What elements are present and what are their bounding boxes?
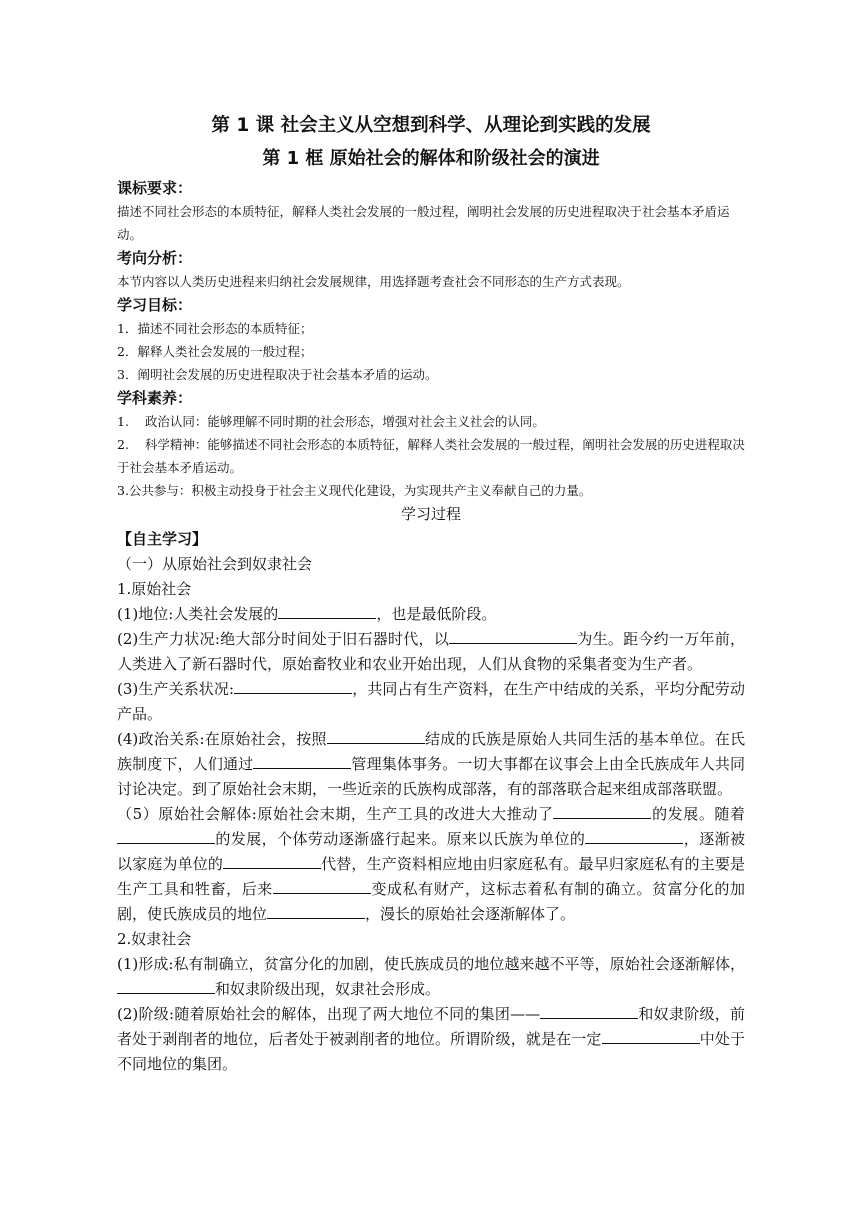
fill-blank[interactable] [267,902,365,919]
fill-blank[interactable] [602,1027,700,1044]
curriculum-text: 描述不同社会形态的本质特征，解释人类社会发展的一般过程，阐明社会发展的历史进程取决于社会基本矛盾运动。 [117,204,730,242]
fill-blank[interactable] [117,827,215,844]
text-fragment: 代替，生产资料相应地由归家庭私有。最早归家庭私有的主要是生产工具和牲畜，后来 [117,855,745,898]
primitive-politics [117,727,745,802]
text-fragment: 和奴隶阶级，前者处于剥削者的地位，后者处于被剥削者的地位。所谓阶级，就是在一定 [117,1005,745,1048]
literacy-item: 2. 科学精神：能够描述不同社会形态的本质特征，解释人类社会发展的一般过程，阐明社会发展的历史进程取决于社会基本矛盾运动。 [117,437,745,475]
text-fragment: 变成私有财产，这标志着私有制的确立。贫富分化的加剧，使氏族成员的地位 [117,880,745,923]
objective-item: 3．阐明社会发展的历史进程取决于社会基本矛盾的运动。 [117,367,438,382]
literacy-item: 3.公共参与：积极主动投身于社会主义现代化建设，为实现共产主义奉献自己的力量。 [117,483,592,498]
primitive-dissolution [117,802,745,927]
text-fragment: 管理集体事务。一切大事都在议事会上由全氏族成年人共同讨论决定。到了原始社会末期，一些近亲的氏族构成部落，有的部落联合起来组成部落联盟。 [117,755,745,798]
fill-blank[interactable] [553,802,651,819]
fill-blank[interactable] [540,1002,638,1019]
text-fragment: (2)生产力状况:绝大部分时间处于旧石器时代，以 [117,630,450,648]
text-fragment: (4)政治关系:在原始社会，按照 [117,730,327,748]
text-fragment: ，逐渐被以家庭为单位的 [117,830,745,873]
text-fragment: ，也是最低阶段。 [376,605,497,623]
text-fragment: (1)形成:私有制确立，贫富分化的加剧，使氏族成员的地位越来越不平等，原始社会逐渐解体， [117,955,745,973]
fill-blank[interactable] [278,602,376,619]
fill-blank[interactable] [449,627,577,644]
fill-blank[interactable] [585,827,683,844]
self-study-heading: 【自主学习】 [117,530,208,548]
primitive-heading: 1.原始社会 [117,580,192,598]
text-fragment: ，共同占有生产资料，在生产中结成的关系，平均分配劳动产品。 [117,680,745,723]
lesson-title: 第 1 课 社会主义从空想到科学、从理论到实践的发展 [211,115,651,136]
fill-blank[interactable] [223,852,321,869]
objective-item: 1．描述不同社会形态的本质特征； [117,321,313,336]
text-fragment: 中处于不同地位的集团。 [117,1030,745,1073]
text-fragment: (3)生产关系状况: [117,680,235,698]
slave-classes [117,1002,745,1077]
text-fragment: 为生。距今约一万年前，人类进入了新石器时代，原始畜牧业和农业开始出现，人们从食物的采集者变为生产者。 [117,630,745,673]
primitive-productivity [117,627,745,677]
text-fragment: （5）原始社会解体:原始社会末期，生产工具的改进大大推动了 [117,805,554,823]
section-title: 第 1 框 原始社会的解体和阶级社会的演进 [262,148,600,169]
section-one-heading: （一）从原始社会到奴隶社会 [117,555,313,573]
fill-blank[interactable] [234,677,352,694]
fill-blank[interactable] [273,877,371,894]
literacy-heading: 学科素养： [117,389,193,407]
text-fragment: (1)地位:人类社会发展的 [117,605,279,623]
analysis-text: 本节内容以人类历史进程来归纳社会发展规律，用选择题考查社会不同形态的生产方式表现。 [117,274,630,289]
fill-blank[interactable] [327,727,425,744]
document-content [117,112,745,1077]
literacy-item: 1. 政治认同：能够理解不同时期的社会形态，增强对社会主义社会的认同。 [117,414,545,429]
text-fragment: (2)阶级:随着原始社会的解体，出现了两大地位不同的集团—— [117,1005,541,1023]
text-fragment: 的发展，个体劳动逐渐盛行起来。原来以氏族为单位的 [215,830,586,848]
primitive-relations [117,677,745,727]
primitive-status [117,602,745,627]
fill-blank[interactable] [253,752,351,769]
fill-blank[interactable] [117,977,215,994]
slave-formation [117,952,745,1002]
text-fragment: 和奴隶阶级出现，奴隶社会形成。 [215,980,441,998]
objectives-heading: 学习目标： [117,296,193,314]
slave-heading: 2.奴隶社会 [117,930,192,948]
text-fragment: ，漫长的原始社会逐渐解体了。 [365,905,576,923]
process-title: 学习过程 [400,505,461,523]
text-fragment: 的发展。随着 [651,805,745,823]
analysis-heading: 考向分析： [117,249,193,267]
text-fragment: 结成的氏族是原始人共同生活的基本单位。在氏族制度下，人们通过 [117,730,745,773]
curriculum-heading: 课标要求： [117,179,193,197]
objective-item: 2．解释人类社会发展的一般过程； [117,344,313,359]
